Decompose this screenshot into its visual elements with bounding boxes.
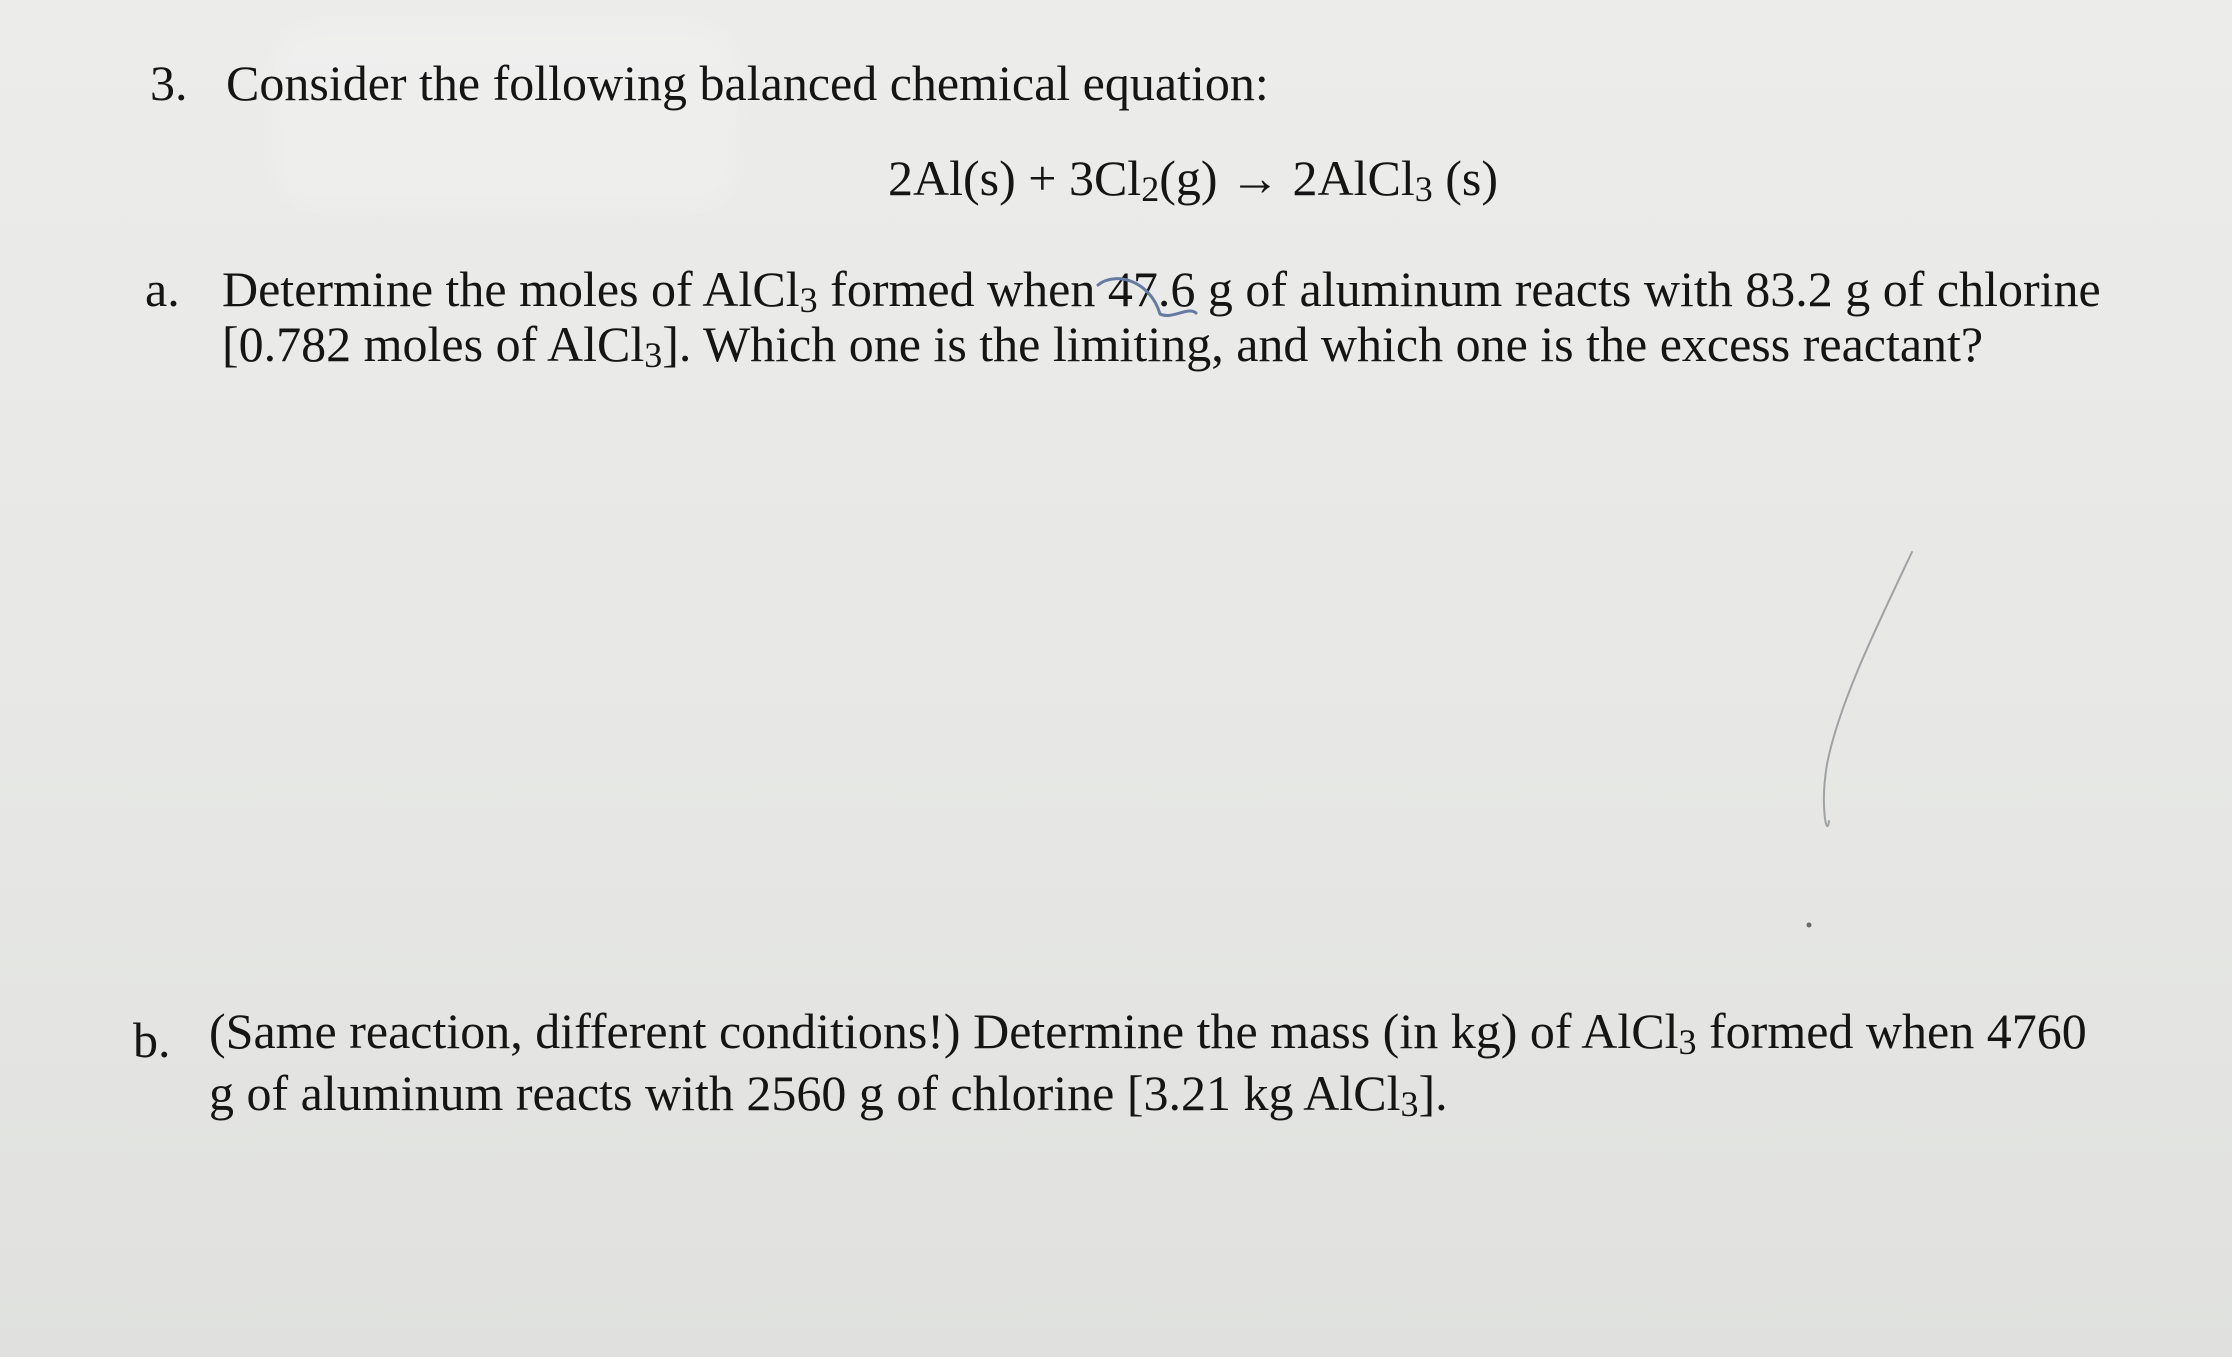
part-b-line-2-subscript: 3 bbox=[1400, 1083, 1419, 1124]
balanced-equation bbox=[888, 150, 1499, 209]
part-b-line-2-text-end: ]. bbox=[1418, 1065, 1448, 1121]
paper-shadow bbox=[270, 20, 740, 210]
pencil-dot bbox=[1807, 923, 1812, 928]
part-b-line-1-subscript: 3 bbox=[1678, 1021, 1697, 1062]
part-a-line-2-subscript: 3 bbox=[644, 334, 663, 375]
question-number: 3. bbox=[150, 55, 188, 111]
part-b-line-1-text-end: formed when 4760 bbox=[1696, 1003, 2087, 1059]
part-a-line-2 bbox=[222, 316, 1984, 375]
part-b-line-2-text-start: g of aluminum reacts with 2560 g of chlorine [3.21 kg AlCl bbox=[209, 1065, 1401, 1121]
part-a-line-2-text-start: [0.782 moles of AlCl bbox=[222, 316, 645, 372]
part-b-line-1 bbox=[209, 1003, 2087, 1062]
part-a-marker: a. bbox=[145, 261, 180, 317]
part-a-line-1-subscript: 3 bbox=[799, 279, 818, 320]
equation-right-part: (s) bbox=[1432, 150, 1499, 206]
part-b-marker: b. bbox=[133, 1012, 171, 1068]
part-b-line-1-text-start: (Same reaction, different conditions!) Determine the mass (in kg) of AlCl bbox=[209, 1003, 1679, 1059]
part-a-line-1-text-start: Determine the moles of AlCl bbox=[222, 261, 800, 317]
equation-left-part: 2Al(s) + 3Cl bbox=[888, 150, 1142, 206]
part-b-line-2 bbox=[209, 1065, 1448, 1124]
part-a-line-1-text-end: formed when 47.6 g of aluminum reacts with 83.2 g of chlorine bbox=[817, 261, 2101, 317]
part-a-line-2-text-end: ]. Which one is the limiting, and which one is the excess reactant? bbox=[662, 316, 1984, 372]
equation-right-subscript: 3 bbox=[1414, 168, 1433, 209]
equation-middle-part: (g) → 2AlCl bbox=[1159, 150, 1415, 206]
part-a-line-1 bbox=[222, 261, 2101, 320]
equation-left-subscript: 2 bbox=[1141, 168, 1160, 209]
pencil-stroke bbox=[1824, 552, 1912, 826]
question-prompt: Consider the following balanced chemical equation: bbox=[226, 55, 1269, 111]
